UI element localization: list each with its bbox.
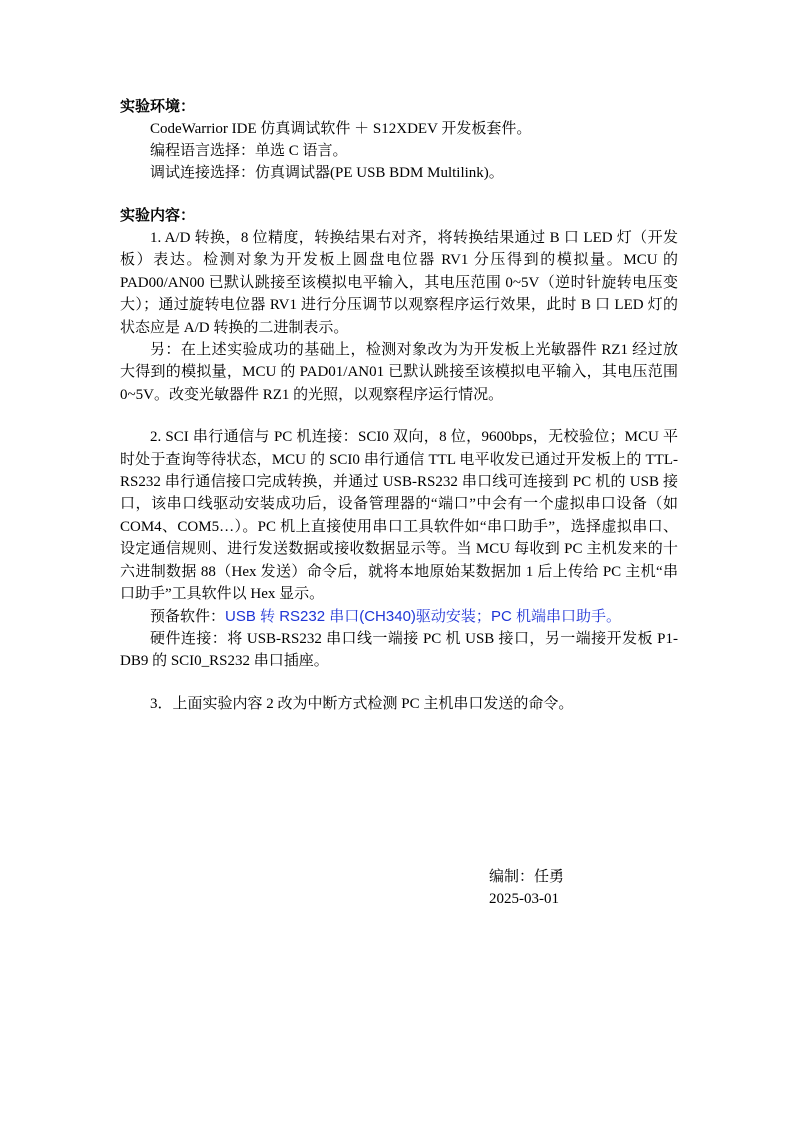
date-line: 2025-03-01 — [489, 891, 559, 907]
item-3-paragraph: 3．上面实验内容 2 改为中断方式检测 PC 主机串口发送的命令。 — [150, 695, 574, 712]
signature-block — [489, 866, 564, 910]
spacer — [120, 673, 678, 693]
env-line-2: 编程语言选择：单选 C 语言。 — [150, 143, 348, 159]
env-heading: 实验环境： — [120, 99, 196, 115]
hardware-paragraph: 硬件连接：将 USB-RS232 串口线一端接 PC 机 USB 接口，另一端接开发板 P1- DB9 的 SCI0_RS232 串口插座。 — [120, 630, 678, 670]
document-body — [120, 96, 678, 715]
item-1-extra-paragraph: 另：在上述实验成功的基础上，检测对象改为为开发板上光敏器件 RZ1 经过放大得到的模拟量，MCU 的 PAD01/AN01 已默认跳接至该模拟电平输入，其电压范围 0~5V。改变光敏器件 RZ1 的光照，以观察程序运行情况。 — [120, 342, 678, 403]
software-separator: ； — [475, 607, 491, 625]
author-line: 编制：任勇 — [489, 869, 565, 885]
env-line-1: CodeWarrior IDE 仿真调试软件 ＋ S12XDEV 开发板套件。 — [150, 121, 532, 137]
spacer — [120, 184, 678, 205]
item-1-paragraph: 1. A/D 转换，8 位精度，转换结果右对齐，将转换结果通过 B 口 LED 灯（开发板）表达。检测对象为开发板上圆盘电位器 RV1 分压得到的模拟量。MCU 的 PAD00/AN00 已默认跳接至该模拟电平输入，其电压范围 0~5V（逆时针旋转电压变大）；通过旋转电位器 RV1 进行分压调节以观察程序运行效果，此时 B 口 LED 灯的状态应是 A/D 转换的二进制表示。 — [120, 230, 678, 336]
item-2-paragraph: 2. SCI 串行通信与 PC 机连接：SCI0 双向，8 位，9600bps，无校验位；MCU 平时处于查询等待状态，MCU 的 SCI0 串行通信 TTL 电平收发已通过开发板上的 TTL-RS232 串行通信接口完成转换，并通过 USB-RS232 串口线可连接到 PC 机的 USB 接口，该串口线驱动安装成功后，设备管理器的“端口”中会有一个虚拟串口设备（如 COM4、COM5…）。PC 机上直接使用串口工具软件如“串口助手”，选择虚拟串口、设定通信规则、进行发送数据或接收数据显示等。当 MCU 每收到 PC 主机发来的十六进制数据 88（Hex 发送）命令后，就将本地原始某数据加 1 后上传给 PC 主机“串口助手”工具软件以 Hex 显示。 — [120, 429, 678, 603]
software-line — [120, 606, 678, 628]
env-line-3: 调试连接选择：仿真调试器(PE USB BDM Multilink)。 — [150, 165, 504, 181]
driver-install-link[interactable]: USB 转 RS232 串口(CH340)驱动安装 — [225, 607, 476, 625]
spacer — [120, 406, 678, 426]
content-heading: 实验内容： — [120, 208, 196, 224]
serial-assistant-link[interactable]: PC 机端串口助手。 — [490, 607, 621, 625]
software-label: 预备软件： — [150, 608, 226, 625]
